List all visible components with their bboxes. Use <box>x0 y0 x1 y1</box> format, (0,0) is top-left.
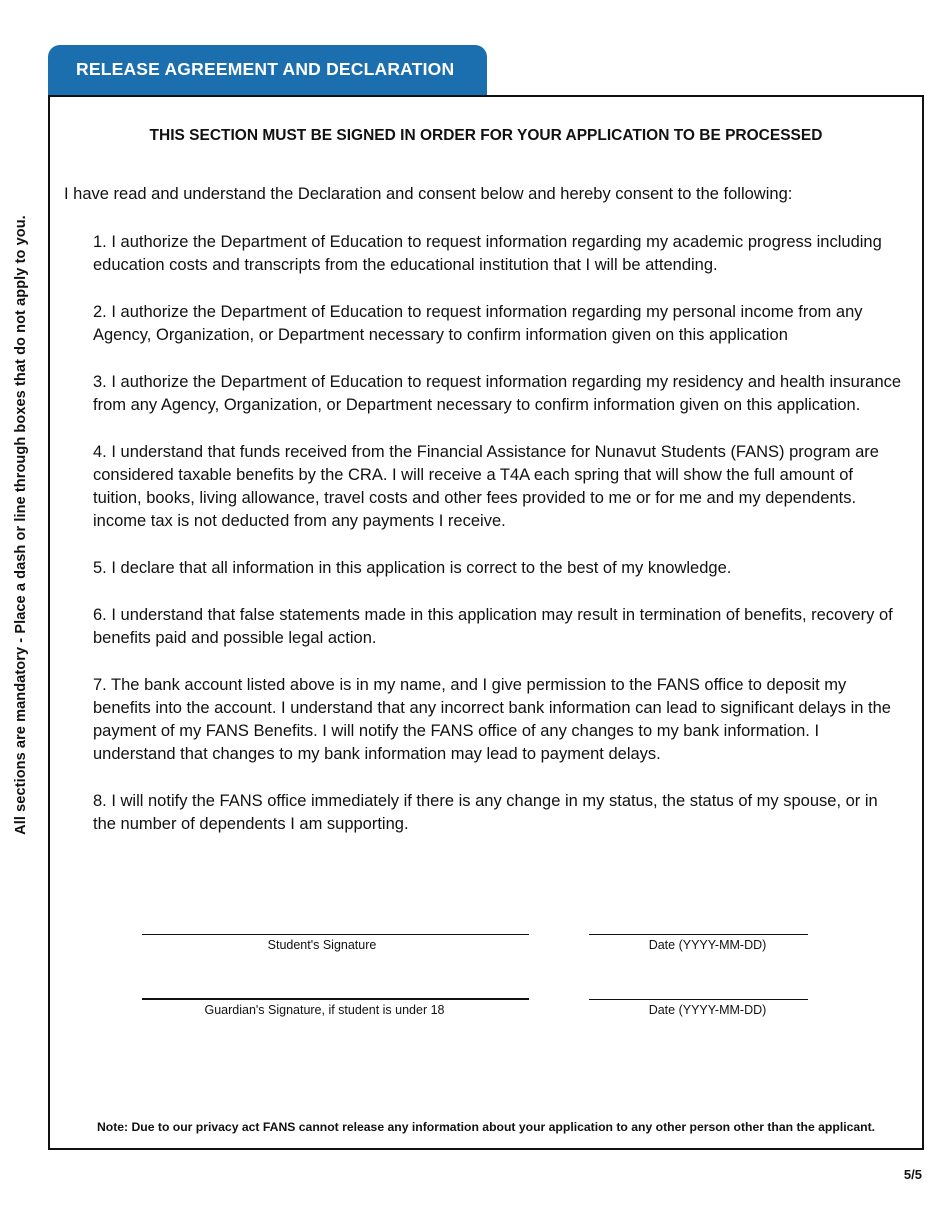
guardian-date-label: Date (YYYY-MM-DD) <box>648 1003 767 1017</box>
consent-items-list <box>93 231 904 860</box>
consent-item: 2. I authorize the Department of Education to request information regarding my personal income from any Agency, Organization, or Department necessary to confirm information given on this application <box>93 302 863 345</box>
consent-item: 8. I will notify the FANS office immediately if there is any change in my status, the status of my spouse, or in the number of dependents I am supporting. <box>93 791 878 834</box>
consent-item: 1. I authorize the Department of Education to request information regarding my academic progress including education costs and transcripts from the educational institution that I will be attending. <box>93 233 882 275</box>
student-date-line[interactable] <box>589 934 808 935</box>
release-agreement-section <box>48 95 924 1150</box>
consent-item: 5. I declare that all information in this application is correct to the best of my knowledge. <box>93 559 732 578</box>
student-signature-label: Student's Signature <box>267 938 377 952</box>
consent-item: 6. I understand that false statements made in this application may result in termination of benefits, recovery of benefits paid and possible legal action. <box>93 605 893 647</box>
page-number: 5/5 <box>903 1167 922 1182</box>
section-tab-release-agreement: RELEASE AGREEMENT AND DECLARATION <box>48 45 487 97</box>
consent-item: 4. I understand that funds received from the Financial Assistance for Nunavut Students (FANS) program are considered taxable benefits by the CRA. I will receive a T4A each spring that will show the full amount of tuition, books, living allowance, travel costs and other fees provided to me or for me and my dependents. income tax is not deducted from any payments I receive. <box>93 442 879 531</box>
consent-item: 3. I authorize the Department of Education to request information regarding my residency and health insurance from any Agency, Organization, or Department necessary to confirm information given on this application. <box>93 372 902 415</box>
guardian-signature-line[interactable] <box>142 998 529 1000</box>
student-date-label: Date (YYYY-MM-DD) <box>648 938 767 952</box>
student-signature-line[interactable] <box>142 934 529 935</box>
mandatory-sections-side-note: All sections are mandatory - Place a dash or line through boxes that do not apply to you. <box>13 215 29 835</box>
consent-item: 7. The bank account listed above is in my name, and I give permission to the FANS office to deposit my benefits into the account. I understand that any incorrect bank information can lead to significant delays in the payment of my FANS Benefits. I will notify the FANS office of any changes to my bank information. I understand that changes to my bank information may lead to payment delays. <box>93 675 891 764</box>
guardian-signature-label: Guardian's Signature, if student is under 18 <box>204 1003 445 1017</box>
consent-intro: I have read and understand the Declaration and consent below and hereby consent to the following: <box>64 185 793 203</box>
section-heading: THIS SECTION MUST BE SIGNED IN ORDER FOR YOUR APPLICATION TO BE PROCESSED <box>149 127 823 144</box>
privacy-note: Note: Due to our privacy act FANS cannot release any information about your application to any other person other than the applicant. <box>96 1120 876 1134</box>
guardian-date-line[interactable] <box>589 999 808 1000</box>
